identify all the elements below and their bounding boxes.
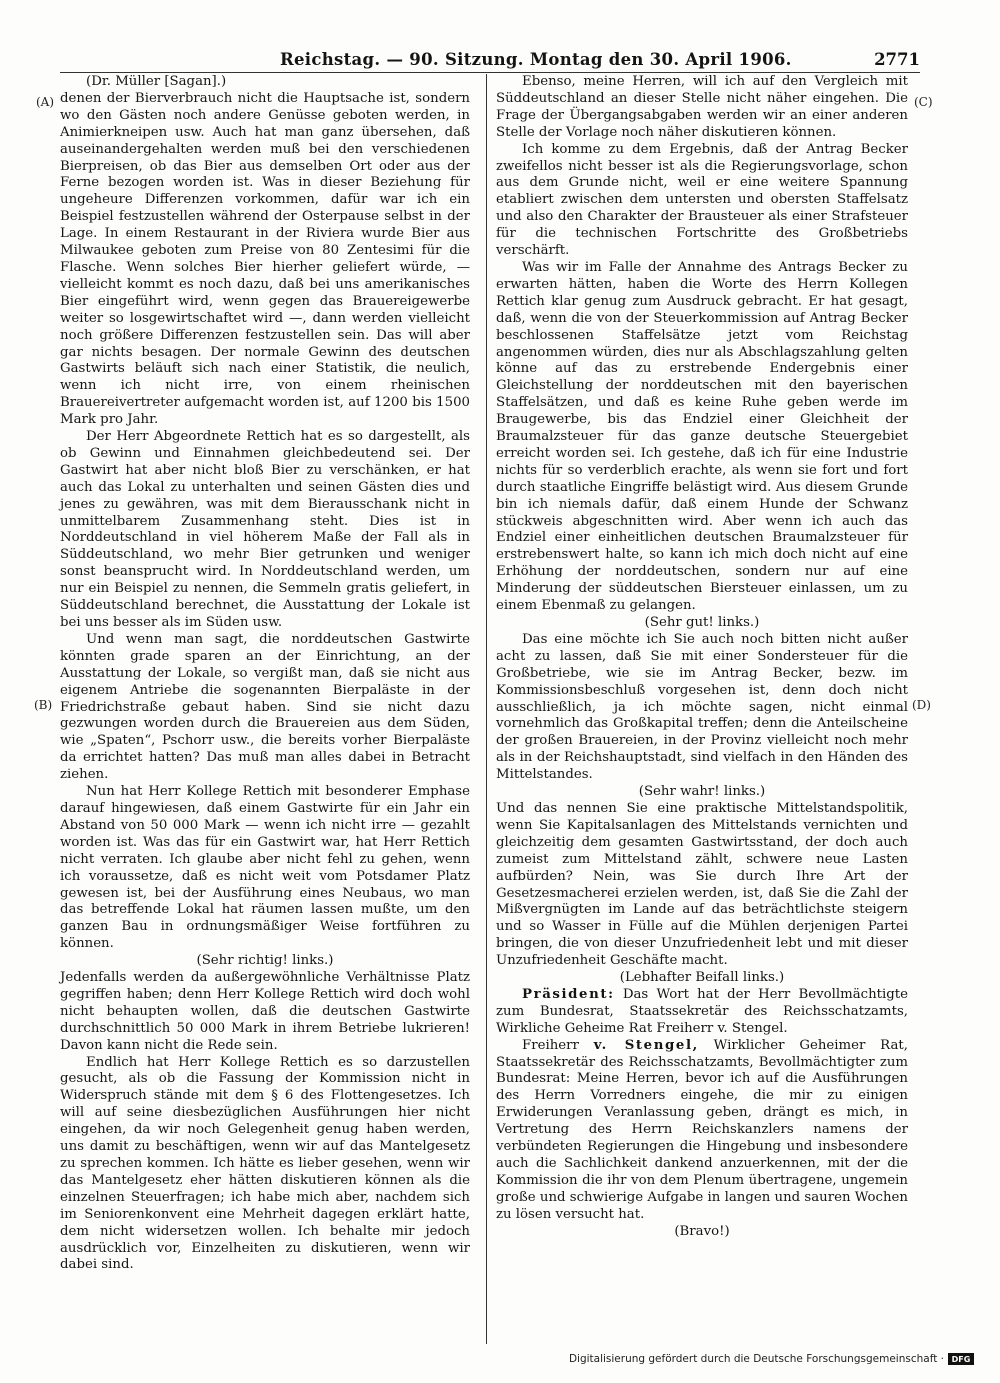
speaker-tag: (Dr. Müller [Sagan].) — [86, 74, 227, 89]
speaker-statement — [496, 1038, 908, 1224]
paragraph: Nun hat Herr Kollege Rettich mit besonderer Emphase darauf hingewiesen, daß einem Gastwirte für ein Jahr ein Abstand von 50 000 Mark — wenn ich nicht irre — gezahlt worden ist. Was das für ein Gastwirt war, hat Herr Rettich nicht verraten. Ich glaube aber nicht fehl zu gehen, wenn ich voraussetze, daß es nicht weit vom Potsdamer Platz gewesen ist, bei der Ausführung eines Neubaus, wo man das betreffende Lokal hat räumen lassen mußte, um den ganzen Bau in ordnungsmäßiger Weise fortführen zu können. — [60, 784, 470, 952]
president-label: Präsident: — [522, 986, 615, 1002]
paragraph: Der Herr Abgeordnete Rettich hat es so dargestellt, als ob Gewinn und Einnahmen gleichbedeutend sei. Der Gastwirt hat aber nicht bloß Bier zu verschänken, er hat auch das Lokal zu unterhalten und seinen Gästen dies und jenes zu gewähren, was mit dem Bierausschank nicht in unmittelbarem Zusammenhang steht. Dies ist in Norddeutschland in viel höherem Maße der Fall als in Süddeutschland, wo mehr Bier getrunken und weniger sonst beansprucht wird. In Norddeutschland werden, um nur ein Beispiel zu nennen, die Semmeln gratis geliefert, in Süddeutschland berechnet, die Ausstattung der Lokale ist bei uns besser als im Süden usw. — [60, 429, 470, 630]
interjection: (Bravo!) — [674, 1223, 730, 1239]
interjection: (Lebhafter Beifall links.) — [619, 970, 785, 986]
paragraph: Endlich hat Herr Kollege Rettich es so darzustellen gesucht, als ob die Fassung der Kommission nicht in Widerspruch stände mit dem § 6 des Flottengesetzes. Ich will auf seine diesbezüglichen Ausführungen hier nicht eingehen, da wir noch Gelegenheit genug haben werden, uns damit zu beschäftigen, wenn wir auf das Mantelgesetz zu sprechen kommen. Ich hätte es lieber gesehen, wenn wir das Mantelgesetz eher hätten diskutieren können als die einzelnen Steuerfragen; ich habe mich aber, nachdem sich im Seniorenkonvent eine Mehrheit dagegen erklärt hatte, dem nicht widersetzen wollen. Ich behalte mir jedoch ausdrücklich vor, Einzelheiten zu diskutieren, wenn wir dabei sind. — [60, 1054, 470, 1273]
digitization-credit — [569, 1353, 974, 1365]
interjection: (Sehr gut! links.) — [644, 615, 760, 630]
margin-marker-a: (A) — [36, 95, 55, 109]
page-header — [60, 50, 920, 72]
margin-marker-d: (D) — [912, 698, 931, 712]
interjection: (Sehr richtig! links.) — [196, 953, 334, 969]
paragraph: Was wir im Falle der Annahme des Antrags Becker zu erwarten hätten, haben die Worte des Herrn Kollegen Rettich klar genug zum Ausdruck gebracht. Er hat gesagt, daß, wenn die von der Steuerkommission auf Antrag Becker beschlossenen Staffelsätze jetzt vom Reichstag angenommen würden, dies nur als Abschlagszahlung gelten könne auf das zu erstrebende Endergebnis einer Gleichstellung der norddeutschen mit den bayerischen Staffelsätzen, und daß es keine Ruhe geben werde im Braugewerbe, bis das Endziel einer Gleichheit der Braumalzsteuer für das ganze deutsche Steuergebiet erreicht worden sei. Ich gestehe, daß ich für eine Industrie nichts für so verderblich erachte, als wenn sie fort und fort durch staatliche Eingriffe belästigt wird. Aus diesem Grunde bin ich niemals dafür, daß einem Hunde der Schwanz stückweis abgeschnitten wird. Aber wenn ich auch das Endziel einer einheitlichen deutschen Braumalzsteuer für erstrebenswert halte, so kann ich mich doch nicht auf eine Erhöhung der norddeutschen, sondern nur auf eine Minderung der süddeutschen Biersteuer einlassen, um zu einem Ebenmaß zu gelangen. — [496, 259, 908, 614]
column-divider — [486, 74, 487, 1344]
speaker-text: Wirklicher Geheimer Rat, Staatssekretär des Reichsschatzamts, Bevollmächtigter zum Bundesrat: Meine Herren, bevor ich auf die Ausführungen des Herrn Vorredners eingehe, die mir zu einigen Erwiderungen Veranlassung geben, drängt es mich, in Vertretung des Herrn Reichskanzlers namens der verbündeten Regierungen die Hingebung und insbesondere auch die Sachlichkeit dankend anzuerkennen, mit der die Kommission die ihr von dem Plenum übertragene, ungemein große und schwierige Aufgabe in langen und sauren Wochen zu lösen versucht hat. — [496, 1037, 908, 1222]
right-column — [496, 74, 908, 1241]
paragraph: Ich komme zu dem Ergebnis, daß der Antrag Becker zweifellos nicht besser ist als die Regierungsvorlage, schon aus dem Grunde nicht, weil er eine weitere Spannung etabliert zwischen dem untersten und obersten Staffelsatz und also den Charakter der Brausteuer als einer Strafsteuer für die technischen Fortschritte des Großbetriebs verschärft. — [496, 141, 908, 259]
header-rule — [60, 72, 920, 73]
credit-text: Digitalisierung gefördert durch die Deutsche Forschungsgemeinschaft · — [568, 1353, 944, 1365]
paragraph: Jedenfalls werden da außergewöhnliche Verhältnisse Platz gegriffen haben; denn Herr Kollege Rettich wird doch wohl nicht behaupten wollen, daß die deutschen Gastwirte durchschnittlich 50 000 Mark in ihrem Betriebe lukrieren! Davon kann nicht die Rede sein. — [60, 970, 470, 1053]
president-statement — [496, 987, 908, 1038]
paragraph: Das eine möchte ich Sie auch noch bitten nicht außer acht zu lassen, daß Sie mit einer Sondersteuer für die Großbetriebe, wie sie im Antrag Becker, bezw. im Kommissionsbeschluß vorgesehen ist, denn doch nicht ausschließlich, ja ich möchte sagen, nicht einmal vornehmlich das Großkapital treffen; denn die Anteilscheine der großen Brauereien, in der Provinz vielleicht noch mehr als in der Reichshauptstadt, sind vielfach in den Händen des Mittelstandes. — [496, 631, 908, 783]
running-title: Reichstag. — 90. Sitzung. Montag den 30. April 1906. — [280, 50, 792, 69]
president-text: Das Wort hat der Herr Bevollmächtigte zum Bundesrat, Staatssekretär des Reichsschatzamts, Wirkliche Geheime Rat Freiherr v. Stengel. — [496, 986, 908, 1036]
speaker-title: Freiherr — [522, 1037, 579, 1053]
interjection: (Sehr wahr! links.) — [638, 784, 766, 800]
page-number: 2771 — [874, 50, 920, 69]
speaker-name: v. Stengel, — [593, 1037, 699, 1053]
margin-marker-c: (C) — [914, 95, 933, 109]
paragraph: Und das nennen Sie eine praktische Mittelstandspolitik, wenn Sie Kapitalsanlagen des Mittelstands vernichten und gleichzeitig dem gesamten Gastwirtsstand, der doch auch zumeist zum Mittelstand zählt, schwere neue Lasten aufbürden? Nein, was Sie durch Ihre Art der Gesetzesmacherei erzielen werden, ist, daß Sie die Zahl der Mißvergnügten im Lande auf das beträchtlichste steigern und so Wasser in Fülle auf die Mühlen derjenigen Partei bringen, die von dieser Unzufriedenheit lebt und mit dieser Unzufriedenheit Geschäfte macht. — [496, 800, 908, 969]
paragraph: Und wenn man sagt, die norddeutschen Gastwirte könnten grade sparen an der Einrichtung, an der Ausstattung der Lokale, so vergißt man, daß sie nicht aus eigenem Antriebe die sogenannten Bierpaläste in der Friedrichstraße gebaut haben. Sind sie nicht dazu gezwungen worden durch die Brauereien aus dem Süden, wie „Spaten“, Pschorr usw., die bereits vorher Bierpaläste da errichtet hatten? Das muß man alles dabei in Betracht ziehen. — [60, 631, 470, 783]
paragraph: denen der Bierverbrauch nicht die Hauptsache ist, sondern wo den Gästen noch andere Genüsse geboten werden, in Animierkneipen usw. Auch hat man ganz übersehen, daß auseinandergehalten werden muß bei den verschiedenen Bierpreisen, ob das Bier aus demselben Ort oder aus der Ferne bezogen worden ist. Was in dieser Beziehung für ungeheure Differenzen vorkommen, dafür war ich ein Beispiel festzustellen während der Osterpause selbst in der Lage. In einem Restaurant in der Riviera wurde Bier aus Milwaukee geboten zum Preise von 80 Zentesimi für die Flasche. Wenn solches Bier hierher geliefert würde, — vielleicht kommt es noch dazu, daß bei uns amerikanisches Bier eingeführt wird, wenn gegen das Brauereigewerbe weiter so losgewirtschaftet wird —, dann werden vielleicht noch größere Differenzen festzustellen sein. Das will aber gar nichts besagen. Der normale Gewinn des deutschen Gastwirts beläuft sich nach einer Statistik, die neulich, wenn ich nicht irre, von einem rheinischen Brauereivertreter aufgemacht worden ist, auf 1200 bis 1500 Mark pro Jahr. — [60, 90, 470, 428]
paragraph: Ebenso, meine Herren, will ich auf den Vergleich mit Süddeutschland an dieser Stelle nicht näher eingehen. Die Frage der Übergangsabgaben werden wir an einer anderen Stelle der Vorlage noch näher diskutieren können. — [496, 74, 908, 140]
dfg-logo-icon: DFG — [948, 1353, 974, 1365]
margin-marker-b: (B) — [34, 698, 53, 712]
left-column — [60, 74, 470, 1274]
